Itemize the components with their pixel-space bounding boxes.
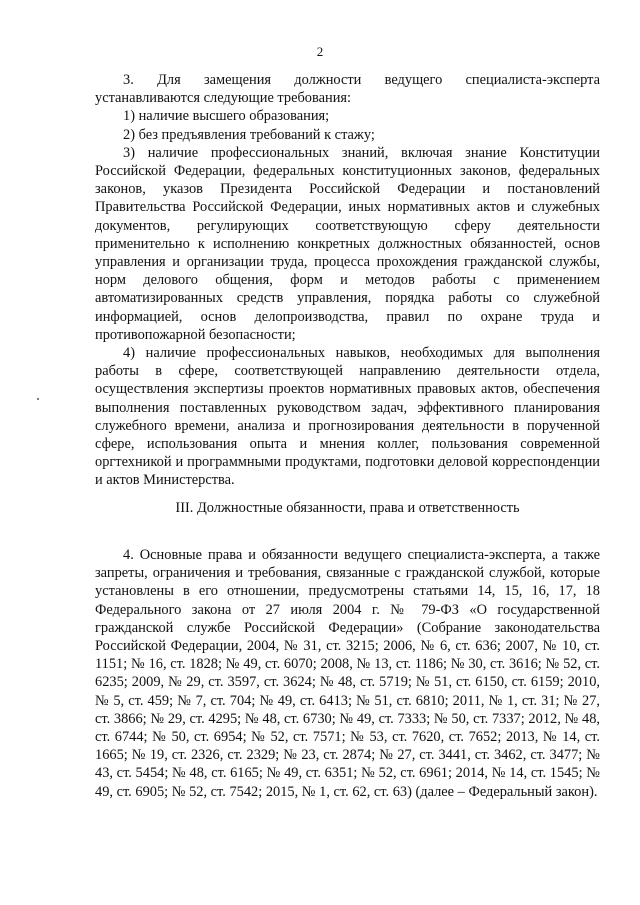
page-number: 2 xyxy=(316,44,324,59)
scan-speck xyxy=(37,398,39,400)
paragraph-requirement-3: 3) наличие профессиональных знаний, включая знание Конституции Российской Федерации, федеральных конституционных законов, федеральных законов, указов Президента Российской Федерации и постановлений Правительства Российской Федерации, иных нормативных актов и служебных документов, регулирующих соответствующую сферу деятельности применительно к исполнению конкретных должностных обязанностей, основ управления и организации труда, процесса прохождения гражданской службы, норм делового общения, форм и методов работы с применением автоматизированных средств управления, порядка работы со служебной информацией, основ делопроизводства, правил по охране труда и противопожарной безопасности; xyxy=(95,144,600,343)
paragraph-requirements-intro: 3. Для замещения должности ведущего специалиста-эксперта устанавливаются следующие требования: xyxy=(95,72,600,107)
section-heading: III. Должностные обязанности, права и ответственность xyxy=(175,500,520,516)
requirements-section xyxy=(95,71,600,490)
paragraph-duties: 4. Основные права и обязанности ведущего специалиста-эксперта, а также запреты, ограничения и требования, связанные с гражданской службой, которые установлены в его отношении, предусмотрены статьями 14, 15, 16, 17, 18 Федерального закона от 27 июля 2004 г. № 79-ФЗ «О государственной гражданской службе Российской Федерации» (Собрание законодательства Российской Федерации, 2004, № 31, ст. 3215; 2006, № 6, ст. 636; 2007, № 10, ст. 1151; № 16, ст. 1828; № 49, ст. 6070; 2008, № 13, ст. 1186; № 30, ст. 3616; № 52, ст. 6235; 2009, № 29, ст. 3597, ст. 3624; № 48, ст. 5719; № 51, ст. 6150, ст. 6159; 2010, № 5, ст. 459; № 7, ст. 704; № 49, ст. 6413; № 51, ст. 6810; 2011, № 1, ст. 31; № 27, ст. 3866; № 29, ст. 4295; № 48, ст. 6730; № 49, ст. 7333; № 50, ст. 7337; 2012, № 48, ст. 6744; № 50, ст. 6954; № 52, ст. 7571; № 53, ст. 7620, ст. 7652; 2013, № 14, ст. 1665; № 19, ст. 2326, ст. 2329; № 23, ст. 2874; № 27, ст. 3441, ст. 3462, ст. 3477; № 43, ст. 5454; № 48, ст. 6165; № 49, ст. 6351; № 52, ст. 6961; 2014, № 14, ст. 1545; № 49, ст. 6905; № 52, ст. 7542; 2015, № 1, ст. 62, ст. 63) (далее – Федеральный закон). xyxy=(95,547,600,800)
paragraph-requirement-2: 2) без предъявления требований к стажу; xyxy=(123,126,375,143)
paragraph-requirement-4: 4) наличие профессиональных навыков, необходимых для выполнения работы в сфере, соответствующей направлению деятельности отдела, осуществления экспертизы проектов нормативных правовых актов, обеспечения выполнения поставленных руководством задач, эффективного планирования служебного времени, анализа и прогнозирования деятельности в порученной сфере, использования опыта и мнения коллег, пользования современной оргтехникой и программными продуктами, подготовки деловой корреспонденции и актов Министерства. xyxy=(95,345,600,489)
paragraph-requirement-1: 1) наличие высшего образования; xyxy=(123,108,330,125)
duties-section xyxy=(95,546,600,801)
